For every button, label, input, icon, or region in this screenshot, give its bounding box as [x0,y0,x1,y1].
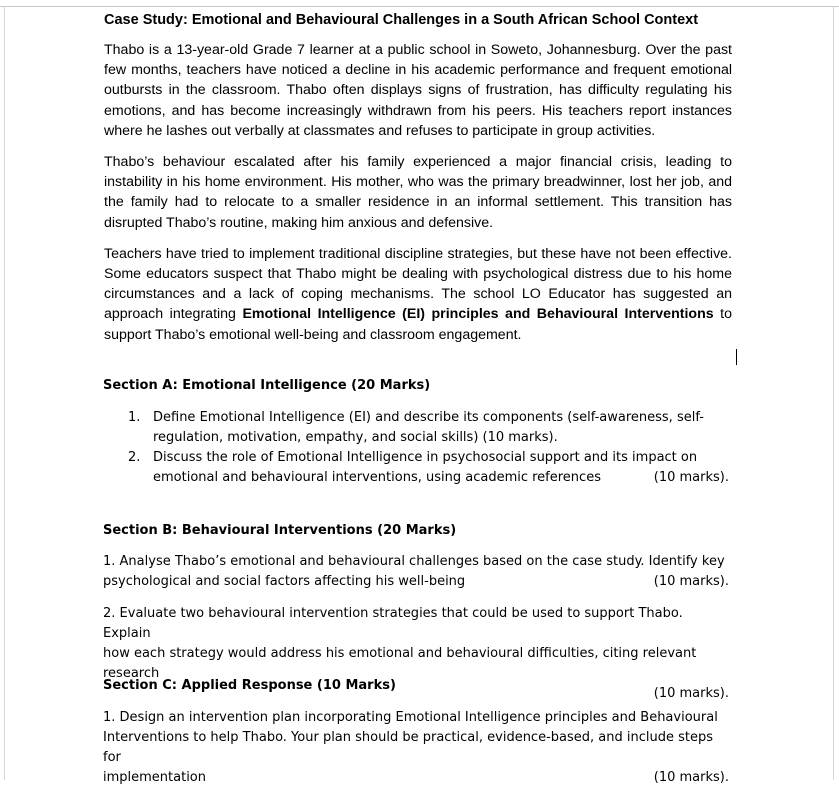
list-item-line: regulation, motivation, empathy, and social skills) (10 marks). [153,430,558,445]
question-text: implementation [103,770,207,785]
section-a[interactable] [103,376,733,488]
section-c[interactable] [103,676,733,788]
case-study-paragraph-3 [104,244,732,345]
question-line: how each strategy would address his emotional and behavioural difficulties, citing relevant research [103,646,697,681]
case-study[interactable] [104,11,732,345]
page-left-edge [4,6,5,780]
case-study-title: Case Study: Emotional and Behavioural Challenges in a South African School Context [104,12,699,28]
question-line [103,572,733,592]
paragraph-3-text-end: to support Thabo’s emotional well-being and classroom engagement. [104,306,732,343]
list-item [103,408,733,448]
section-b-question-1 [103,552,733,592]
section-a-list [103,408,733,488]
list-number: 1. [128,410,141,425]
marks-label: (10 marks). [653,574,729,589]
case-study-paragraph-2: Thabo’s behaviour escalated after his family experienced a major financial crisis, leading to instability in his home environment. His mother, who was the primary breadwinner, lost her job, and the family had to relocate to a smaller residence in an informal settlement. This transition has disrupted Thabo’s routine, making him anxious and defensive. [104,154,732,231]
question-line: 2. Evaluate two behavioural intervention strategies that could be used to support Thabo. Explain [103,606,683,641]
section-c-heading: Section C: Applied Response (10 Marks) [103,678,396,693]
paragraph-3-text-start: Teachers have tried to implement traditional discipline strategies, but these have not been effective. Some educators suspect that Thabo might be dealing with psychological distress due to his home circumstances and a lack of coping mechanisms. The school LO Educator has suggested an approach integrating [104,245,732,323]
marks-label: (10 marks). [653,470,729,485]
question-line: 1. Design an intervention plan incorporating Emotional Intelligence principles and Behavioural [103,710,718,725]
list-number: 2. [128,450,141,465]
list-item-line: Discuss the role of Emotional Intelligence in psychosocial support and its impact on [153,450,698,465]
text-cursor [736,349,737,365]
list-item-text: emotional and behavioural interventions, using academic references [153,470,601,485]
list-item-line [153,468,733,488]
case-study-paragraph-1: Thabo is a 13-year-old Grade 7 learner at a public school in Soweto, Johannesburg. Over the past few months, teachers have noticed a decline in his academic performance and frequent emotional outbursts in the classroom. Thabo often displays signs of frustration, has difficulty regulating his emotions, and has become increasingly withdrawn from his peers. His teachers report instances where he lashes out verbally at classmates and refuses to participate in group activities. [104,42,732,139]
question-line: 1. Analyse Thabo’s emotional and behavioural challenges based on the case study. Identify key [103,554,725,569]
marks-label: (10 marks). [653,686,729,701]
page-top-edge [0,0,839,7]
section-b-heading: Section B: Behavioural Interventions (20 Marks) [103,523,457,538]
question-line: Interventions to help Thabo. Your plan should be practical, evidence-based, and include steps for [103,730,713,765]
list-item-line: Define Emotional Intelligence (EI) and describe its components (self-awareness, self- [153,410,704,425]
page-right-edge [833,6,834,780]
section-a-heading: Section A: Emotional Intelligence (20 Marks) [103,378,431,393]
question-line [103,768,733,788]
section-c-question-1 [103,708,733,788]
list-item [103,448,733,488]
paragraph-3-bold-text: Emotional Intelligence (EI) principles and Behavioural Interventions [242,306,714,323]
question-text: psychological and social factors affecting his well-being [103,574,466,589]
marks-label: (10 marks). [653,770,729,785]
